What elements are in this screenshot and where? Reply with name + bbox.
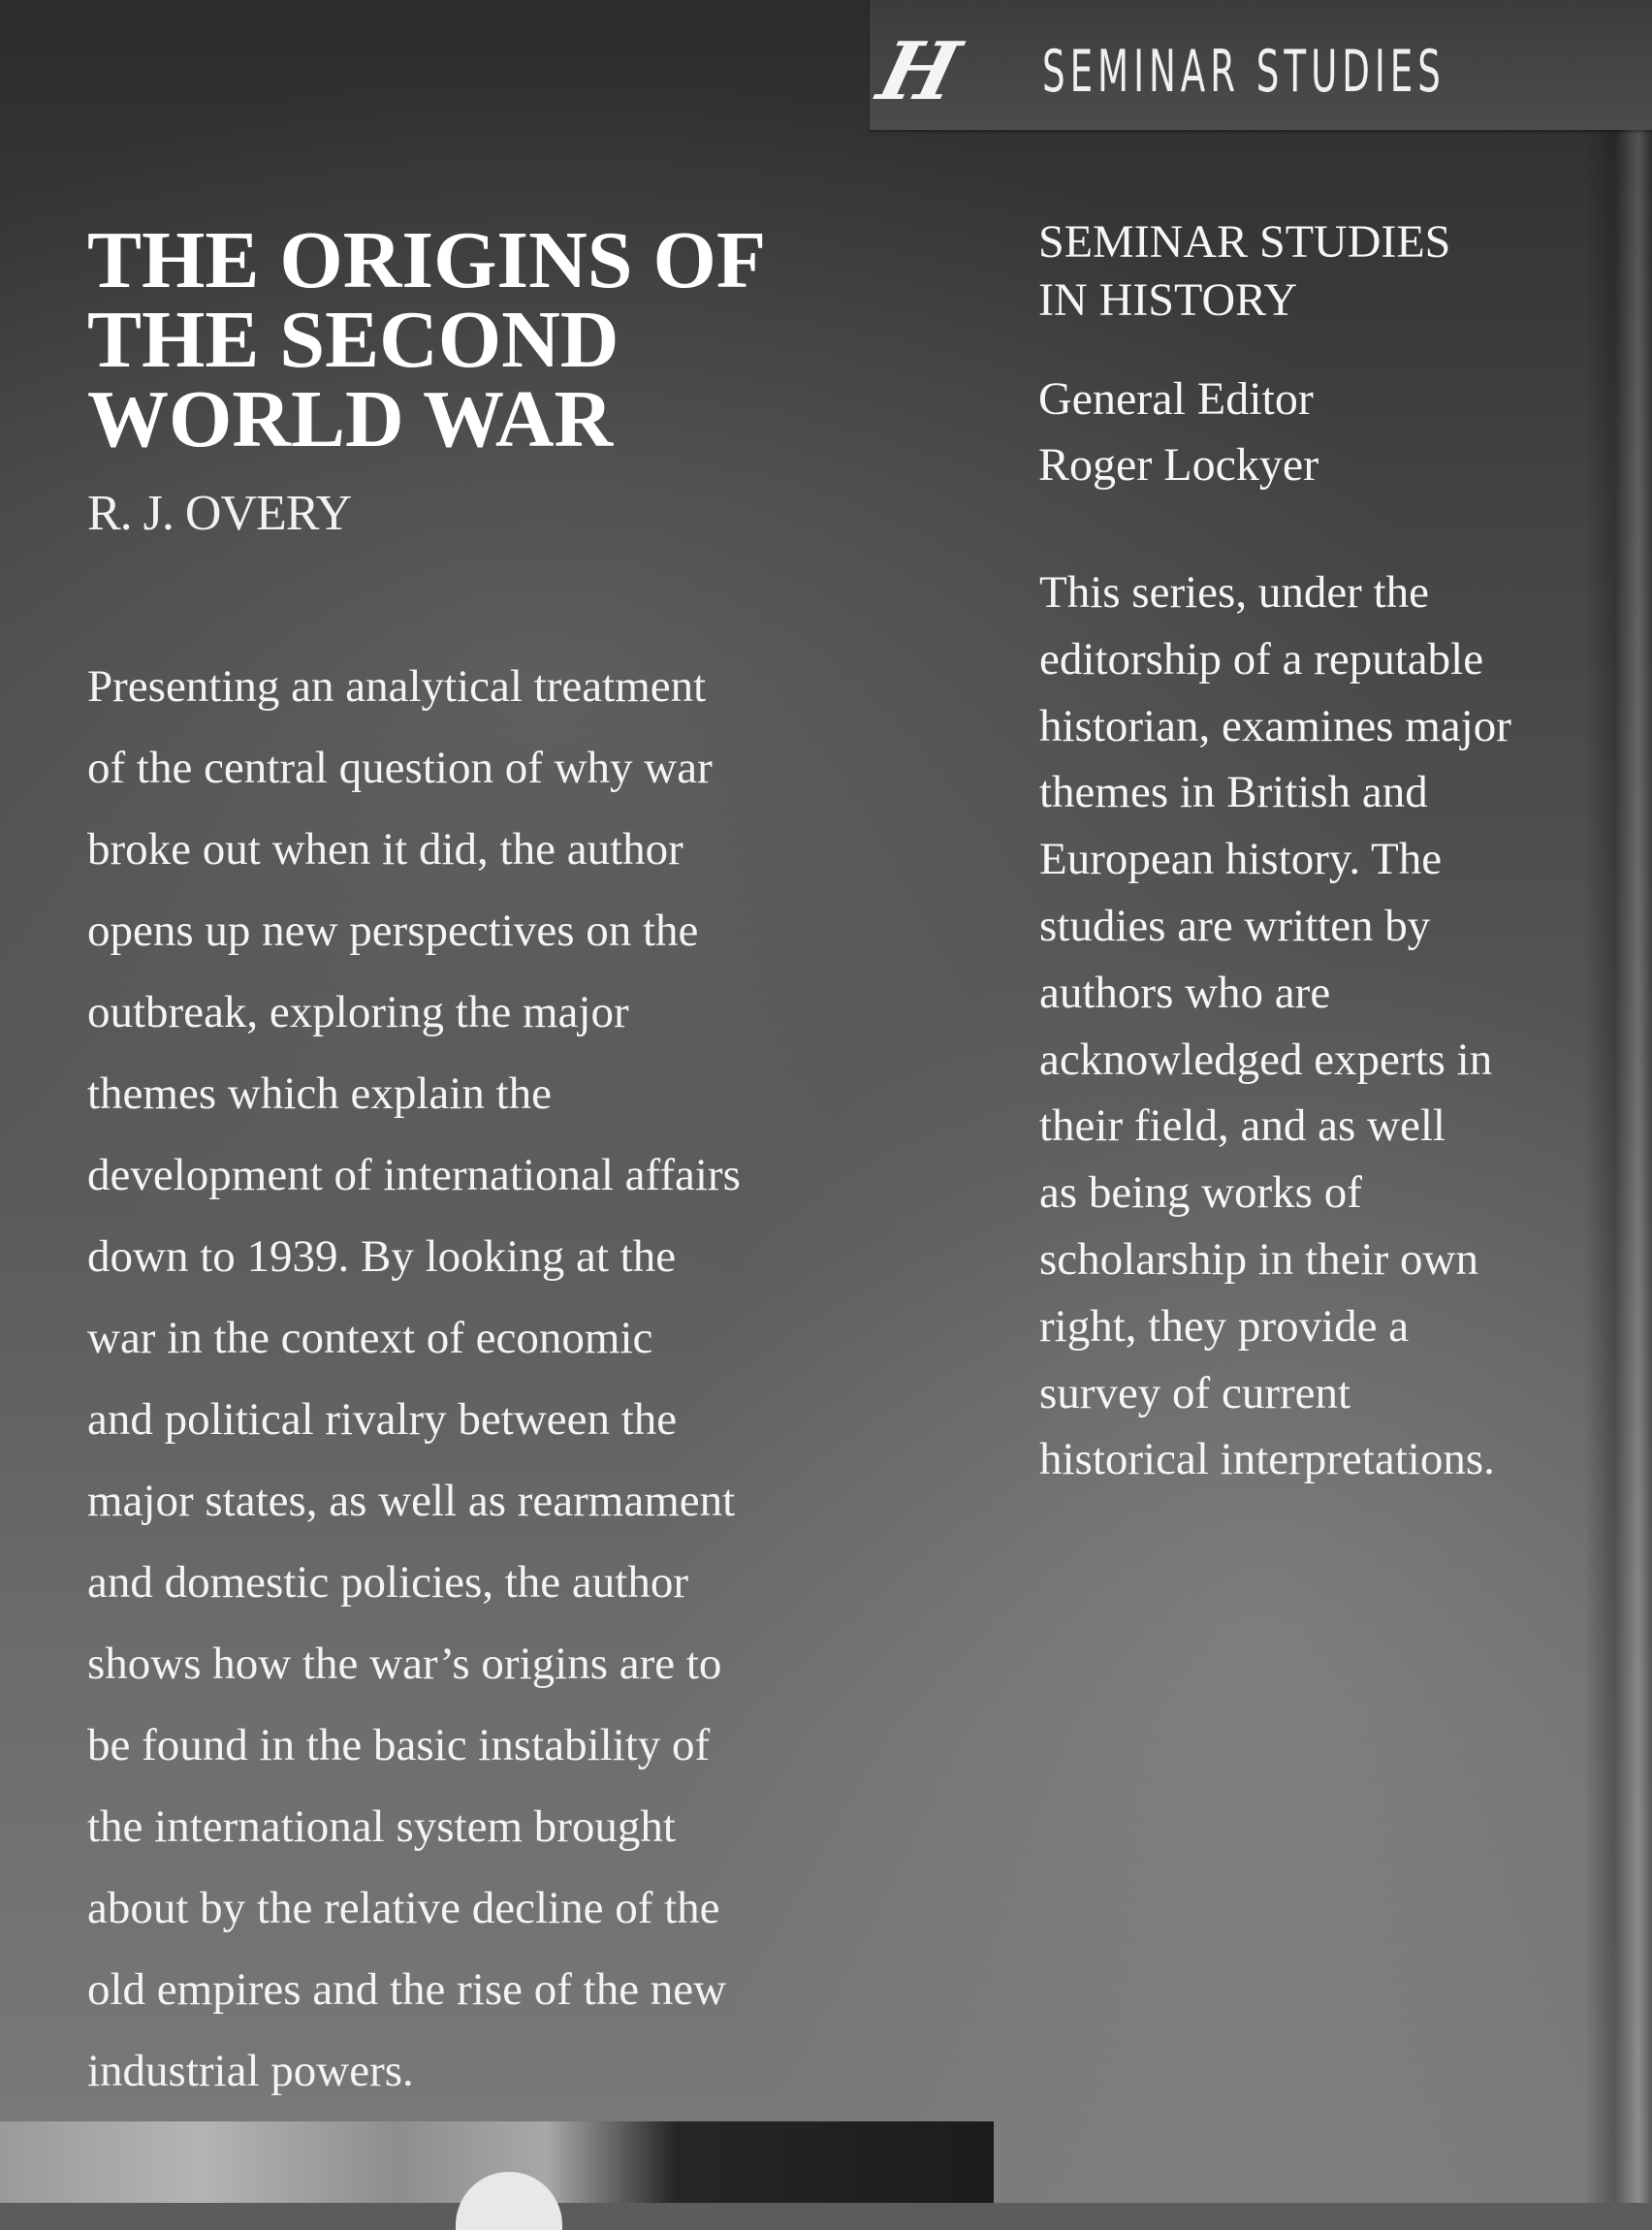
- book-title-line: WORLD WAR: [87, 374, 614, 464]
- blurb-line: shows how the war’s origins are to: [87, 1639, 722, 1689]
- series-description-line: studies are written by: [1039, 900, 1431, 951]
- series-description-line: This series, under the: [1039, 567, 1430, 618]
- series-description-line: their field, and as well: [1039, 1100, 1446, 1152]
- series-description: [1039, 559, 1631, 1493]
- blurb-line: and domestic policies, the author: [87, 1557, 688, 1608]
- series-description-line: historical interpretations.: [1039, 1434, 1495, 1485]
- series-logo-letter: H: [870, 24, 969, 118]
- series-description-line: editorship of a reputable: [1039, 633, 1484, 685]
- blurb-line: opens up new perspectives on the: [87, 906, 699, 956]
- blurb-line: development of international affairs: [87, 1150, 741, 1200]
- blurb-line: down to 1939. By looking at the: [87, 1231, 677, 1282]
- editor-name: Roger Lockyer: [1038, 439, 1319, 491]
- blurb-line: Presenting an analytical treatment: [87, 661, 707, 712]
- series-editor: [1038, 366, 1318, 498]
- series-banner-label: SEMINAR STUDIES: [1042, 38, 1446, 106]
- series-description-line: survey of current: [1039, 1367, 1351, 1418]
- blurb-line: and political rivalry between the: [87, 1394, 678, 1445]
- blurb-line: outbreak, exploring the major: [87, 987, 629, 1037]
- blurb-line: broke out when it did, the author: [87, 824, 683, 875]
- series-description-line: scholarship in their own: [1039, 1233, 1478, 1285]
- blurb-line: war in the context of economic: [87, 1313, 653, 1363]
- book-author: R. J. OVERY: [87, 486, 352, 541]
- series-description-line: as being works of: [1039, 1167, 1362, 1219]
- series-description-line: European history. The: [1039, 834, 1443, 885]
- book-title-line: THE ORIGINS OF: [87, 215, 767, 305]
- series-description-line: themes in British and: [1039, 767, 1428, 818]
- book-title: [87, 215, 824, 464]
- blurb-line: about by the relative decline of the: [87, 1883, 720, 1933]
- editor-role: General Editor: [1038, 373, 1314, 425]
- series-title-line: SEMINAR STUDIES: [1038, 216, 1451, 268]
- series-description-line: authors who are: [1039, 967, 1331, 1018]
- blurb-line: be found in the basic instability of: [87, 1720, 711, 1770]
- blurb-line: the international system brought: [87, 1801, 676, 1852]
- series-title: [1038, 213, 1450, 330]
- series-title-line: IN HISTORY: [1038, 274, 1298, 326]
- series-logo: [870, 24, 1005, 118]
- blurb-line: industrial powers.: [87, 2046, 414, 2096]
- blurb-line: themes which explain the: [87, 1068, 552, 1119]
- series-description-line: historian, examines major: [1039, 700, 1511, 751]
- blurb-line: major states, as well as rearmament: [87, 1476, 736, 1526]
- series-description-line: acknowledged experts in: [1039, 1034, 1493, 1085]
- series-description-line: right, they provide a: [1039, 1300, 1410, 1352]
- blurb-line: of the central question of why war: [87, 743, 713, 793]
- book-title-line: THE SECOND: [87, 295, 620, 385]
- book-blurb: [87, 646, 863, 2112]
- blurb-line: old empires and the rise of the new: [87, 1964, 727, 2015]
